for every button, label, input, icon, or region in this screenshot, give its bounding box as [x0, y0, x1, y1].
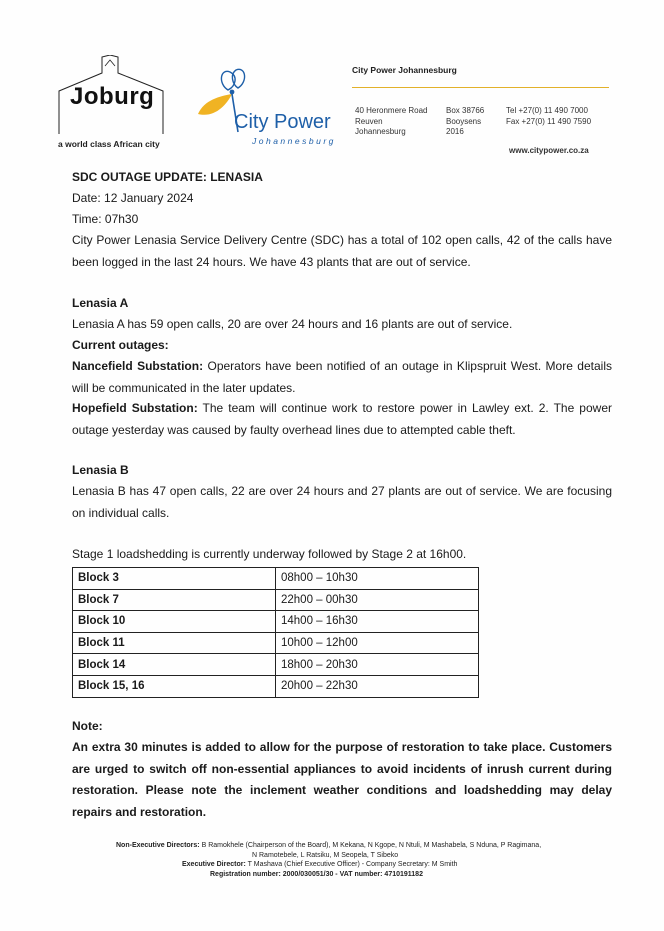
footer-ned-line1	[116, 841, 541, 851]
intro-paragraph: City Power Lenasia Service Delivery Centre (SDC) has a total of 102 open calls, 42 of the calls have been logged in the last 24 hours. We have 43 plants that are out of service.	[72, 233, 612, 269]
address-line: 40 Heronmere Road	[355, 106, 428, 115]
address-line: Johannesburg	[355, 127, 406, 136]
outage-text: The team will continue work to restore power in Lawley ext. 2. The power outage yesterday was caused by faulty overhead lines due to attempted cable theft.	[72, 401, 612, 437]
time-cell: 22h00 – 00h30	[276, 589, 479, 611]
postal-line: 2016	[446, 127, 464, 136]
time-cell: 18h00 – 20h30	[276, 654, 479, 676]
section-a-summary: Lenasia A has 59 open calls, 20 are over 24 hours and 16 plants are out of service.	[72, 317, 513, 331]
footer-ned-line2: N Ramotebele, L Ratsiku, M Seopela, T Sibeko	[252, 851, 399, 859]
current-outages-heading: Current outages:	[72, 338, 169, 352]
postal-line: Box 38766	[446, 106, 485, 115]
table-row	[73, 675, 479, 697]
block-cell: Block 7	[73, 589, 276, 611]
outage-label: Nancefield Substation:	[72, 359, 204, 373]
table-row	[73, 654, 479, 676]
section-a-heading: Lenasia A	[72, 296, 129, 310]
footer-ned-names: B Ramokhele (Chairperson of the Board), M Kekana, N Kgope, N Ntuli, M Mashabela, S Nduna, P Ragimana,	[201, 842, 542, 849]
document-title: SDC OUTAGE UPDATE: LENASIA	[72, 170, 263, 184]
section-b-heading: Lenasia B	[72, 463, 129, 477]
joburg-tagline: a world class African city	[58, 139, 160, 149]
document-date: Date: 12 January 2024	[72, 191, 194, 205]
footer-exec-line	[182, 860, 457, 870]
block-cell: Block 14	[73, 654, 276, 676]
footer-ned-label: Non-Executive Directors:	[116, 842, 200, 849]
letterhead-company: City Power Johannesburg	[352, 65, 457, 75]
contact-line: Tel +27(0) 11 490 7000	[506, 106, 588, 115]
footer-exec-label: Executive Director:	[182, 861, 246, 869]
letterhead-address	[355, 106, 427, 138]
time-cell: 10h00 – 12h00	[276, 632, 479, 654]
table-row	[73, 611, 479, 633]
block-cell: Block 3	[73, 568, 276, 590]
section-b-summary: Lenasia B has 47 open calls, 22 are over 24 hours and 27 plants are out of service. We are focusing on individual calls.	[72, 484, 612, 520]
joburg-wordmark: Joburg	[70, 83, 155, 110]
footer-registration-line	[210, 870, 423, 880]
footer-exec-text: T Mashava (Chief Executive Officer) - Company Secretary: M Smith	[247, 861, 458, 869]
letterhead-divider	[352, 87, 609, 88]
document-time: Time: 07h30	[72, 212, 139, 226]
note-text: An extra 30 minutes is added to allow for the purpose of restoration to take place. Customers are urged to switch off non-essential appliances to avoid incidents of inrush current during restoration. Please note the inclement weather conditions and loadshedding may delay repairs and restoration.	[72, 740, 612, 819]
address-line: Reuven	[355, 116, 383, 126]
letterhead-postal	[446, 106, 484, 138]
table-row	[73, 568, 479, 590]
block-cell: Block 15, 16	[73, 675, 276, 697]
contact-line: Fax +27(0) 11 490 7590	[506, 116, 592, 126]
footer-reg-text: 2000/030051/30 - VAT number: 4710191182	[282, 870, 423, 878]
city-power-subtitle: Johannesburg	[252, 136, 336, 146]
note-heading: Note:	[72, 719, 103, 733]
outage-nancefield	[72, 356, 612, 399]
loadshedding-intro: Stage 1 loadshedding is currently underway followed by Stage 2 at 16h00.	[72, 547, 467, 561]
letterhead-contact	[506, 106, 591, 127]
outage-label: Hopefield Substation:	[72, 401, 198, 415]
time-cell: 08h00 – 10h30	[276, 568, 479, 590]
outage-text: Operators have been notified of an outage in Klipspruit West. More details will be communicated in the later updates.	[72, 359, 612, 395]
city-power-wordmark: City Power	[234, 111, 331, 133]
block-cell: Block 10	[73, 611, 276, 633]
outage-hopefield	[72, 398, 612, 441]
block-cell: Block 11	[73, 632, 276, 654]
table-row	[73, 589, 479, 611]
table-row	[73, 632, 479, 654]
loadshedding-schedule-table	[72, 567, 479, 698]
footer-reg-label: Registration number:	[210, 870, 281, 878]
time-cell: 20h00 – 22h30	[276, 675, 479, 697]
postal-line: Booysens	[446, 116, 482, 126]
letterhead-website-link[interactable]: www.citypower.co.za	[509, 146, 589, 155]
time-cell: 14h00 – 16h30	[276, 611, 479, 633]
